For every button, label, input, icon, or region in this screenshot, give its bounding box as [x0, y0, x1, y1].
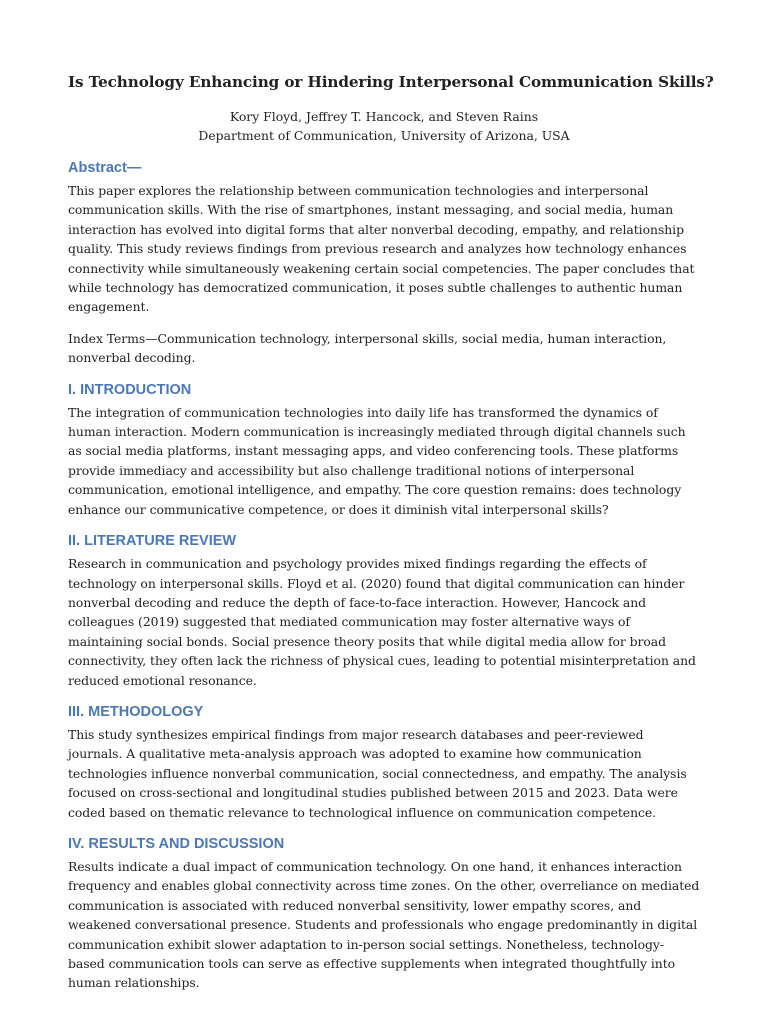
- paper-affiliation: Department of Communication, University of Arizona, USA: [198, 128, 570, 143]
- methodology-section: [68, 703, 700, 822]
- literature-review-heading: II. LITERATURE REVIEW: [68, 533, 237, 550]
- results-section: [68, 835, 700, 993]
- introduction-heading: I. INTRODUCTION: [68, 381, 192, 398]
- paper-authors: Kory Floyd, Jeffrey T. Hancock, and Steven Rains: [229, 109, 539, 124]
- abstract-section: [68, 159, 700, 317]
- methodology-text: This study synthesizes empirical findings from major research databases and peer-reviewed journals. A qualitative meta-analysis approach was adopted to examine how communication technologies influence nonverbal communication, social connectedness, and empathy. The analysis focused on cross-sectional and longitudinal studies published between 2015 and 2023. Data were coded based on thematic relevance to technological influence on communication competence.: [68, 726, 687, 820]
- abstract-text: This paper explores the relationship between communication technologies and interpersonal communication skills. With the rise of smartphones, instant messaging, and social media, human interaction has evolved into digital forms that alter nonverbal decoding, empathy, and relationship quality. This study reviews findings from previous research and analyzes how technology enhances connectivity while simultaneously weakening certain social competencies. The paper concludes that while technology has democratized communication, it poses subtle challenges to authentic human engagement.: [68, 183, 695, 315]
- index-terms: Index Terms—Communication technology, interpersonal skills, social media, human interaction, nonverbal decoding.: [68, 330, 667, 366]
- literature-review-section: [68, 532, 700, 690]
- introduction-section: [68, 381, 700, 519]
- paper-title: Is Technology Enhancing or Hindering Interpersonal Communication Skills?: [68, 73, 714, 91]
- results-heading: IV. RESULTS AND DISCUSSION: [68, 835, 285, 852]
- abstract-heading: Abstract—: [68, 160, 142, 176]
- results-text: Results indicate a dual impact of communication technology. On one hand, it enhances interaction frequency and enables global connectivity across time zones. On the other, overreliance on mediated communication is associated with reduced nonverbal sensitivity, lower empathy scores, and weakened conversational presence. Students and professionals who engage predominantly in digital communication exhibit slower adaptation to in-person social settings. Nonetheless, technology-based communication tools can serve as effective supplements when integrated thoughtfully into human relationships.: [68, 858, 700, 991]
- methodology-heading: III. METHODOLOGY: [68, 703, 204, 720]
- introduction-text: The integration of communication technologies into daily life has transformed the dynamics of human interaction. Modern communication is increasingly mediated through digital channels such as social media platforms, instant messaging apps, and video conferencing tools. These platforms provide immediacy and accessibility but also challenge traditional notions of interpersonal communication, emotional intelligence, and empathy. The core question remains: does technology enhance our communicative competence, or does it diminish vital interpersonal skills?: [68, 404, 686, 517]
- literature-review-text: Research in communication and psychology provides mixed findings regarding the effects of technology on interpersonal skills. Floyd et al. (2020) found that digital communication can hinder nonverbal decoding and reduce the depth of face-to-face interaction. However, Hancock and colleagues (2019) suggested that mediated communication may foster alternative ways of maintaining social bonds. Social presence theory posits that while digital media allow for broad connectivity, they often lack the richness of physical cues, leading to potential misinterpretation and reduced emotional resonance.: [68, 556, 696, 688]
